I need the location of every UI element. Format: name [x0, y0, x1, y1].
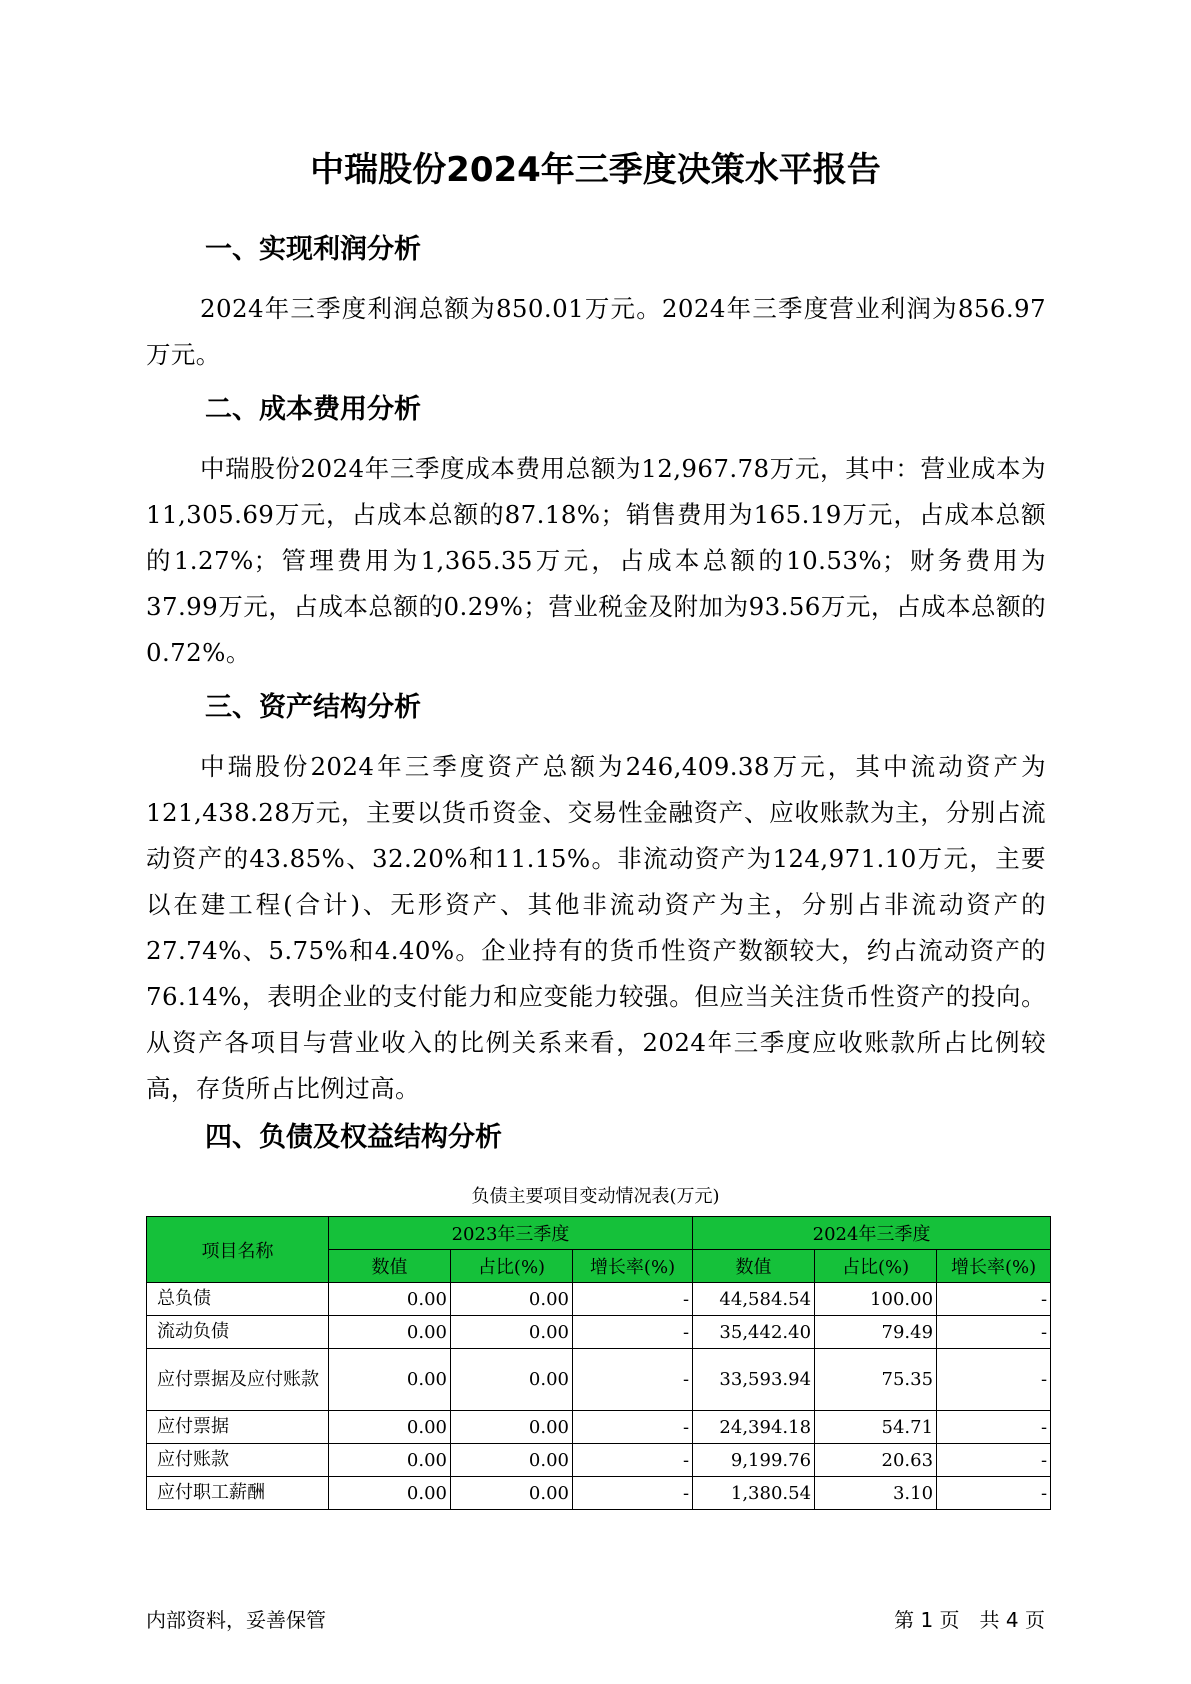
table-row	[147, 1283, 1051, 1316]
row-name: 流动负债	[147, 1316, 329, 1349]
header-ratio-2024: 占比(%)	[815, 1250, 937, 1283]
ratio-2024: 54.71	[815, 1411, 937, 1444]
section-heading-profit: 一、实现利润分析	[205, 234, 421, 265]
growth-2023: -	[573, 1349, 693, 1411]
ratio-2023: 0.00	[451, 1349, 573, 1411]
table-row	[147, 1444, 1051, 1477]
ratio-2023: 0.00	[451, 1411, 573, 1444]
value-2023: 0.00	[329, 1316, 451, 1349]
growth-2023: -	[573, 1477, 693, 1510]
value-2023: 0.00	[329, 1477, 451, 1510]
growth-2023: -	[573, 1283, 693, 1316]
value-2024: 44,584.54	[693, 1283, 815, 1316]
growth-2023: -	[573, 1316, 693, 1349]
header-value-2023: 数值	[329, 1250, 451, 1283]
row-name: 应付职工薪酬	[147, 1477, 329, 1510]
row-name: 应付账款	[147, 1444, 329, 1477]
section-heading-liabilities: 四、负债及权益结构分析	[205, 1122, 502, 1153]
growth-2024: -	[937, 1444, 1051, 1477]
growth-2024: -	[937, 1477, 1051, 1510]
value-2024: 24,394.18	[693, 1411, 815, 1444]
value-2023: 0.00	[329, 1444, 451, 1477]
table-row	[147, 1477, 1051, 1510]
ratio-2024: 3.10	[815, 1477, 937, 1510]
value-2024: 1,380.54	[693, 1477, 815, 1510]
section-text-assets: 中瑞股份2024年三季度资产总额为246,409.38万元，其中流动资产为121,438.28万元，主要以货币资金、交易性金融资产、应收账款为主，分别占流动资产的43.85%、32.20%和11.15%。非流动资产为124,971.10万元，主要以在建工程(合计)、无形资产、其他非流动资产为主，分别占非流动资产的27.74%、5.75%和4.40%。企业持有的货币性资产数额较大，约占流动资产的76.14%，表明企业的支付能力和应变能力较强。但应当关注货币性资产的投向。从资产各项目与营业收入的比例关系来看，2024年三季度应收账款所占比例较高，存货所占比例过高。	[146, 752, 1046, 1103]
row-name: 应付票据	[147, 1411, 329, 1444]
ratio-2024: 79.49	[815, 1316, 937, 1349]
row-name: 总负债	[147, 1283, 329, 1316]
footer-page-number: 第 1 页 共 4 页	[894, 1608, 1045, 1632]
header-item-name: 项目名称	[147, 1217, 329, 1283]
header-growth-2023: 增长率(%)	[573, 1250, 693, 1283]
value-2024: 33,593.94	[693, 1349, 815, 1411]
value-2024: 9,199.76	[693, 1444, 815, 1477]
table-row	[147, 1411, 1051, 1444]
value-2024: 35,442.40	[693, 1316, 815, 1349]
growth-2024: -	[937, 1411, 1051, 1444]
value-2023: 0.00	[329, 1349, 451, 1411]
ratio-2023: 0.00	[451, 1444, 573, 1477]
section-heading-cost: 二、成本费用分析	[205, 394, 421, 425]
ratio-2023: 0.00	[451, 1477, 573, 1510]
header-period-2023: 2023年三季度	[329, 1217, 693, 1250]
growth-2023: -	[573, 1444, 693, 1477]
growth-2024: -	[937, 1349, 1051, 1411]
growth-2024: -	[937, 1283, 1051, 1316]
growth-2024: -	[937, 1316, 1051, 1349]
header-growth-2024: 增长率(%)	[937, 1250, 1051, 1283]
section-text-cost: 中瑞股份2024年三季度成本费用总额为12,967.78万元，其中：营业成本为11,305.69万元，占成本总额的87.18%；销售费用为165.19万元，占成本总额的1.27%；管理费用为1,365.35万元，占成本总额的10.53%；财务费用为37.99万元，占成本总额的0.29%；营业税金及附加为93.56万元，占成本总额的0.72%。	[146, 454, 1046, 667]
value-2023: 0.00	[329, 1283, 451, 1316]
ratio-2024: 20.63	[815, 1444, 937, 1477]
growth-2023: -	[573, 1411, 693, 1444]
value-2023: 0.00	[329, 1411, 451, 1444]
table-caption: 负债主要项目变动情况表(万元)	[471, 1186, 720, 1207]
header-value-2024: 数值	[693, 1250, 815, 1283]
header-period-2024: 2024年三季度	[693, 1217, 1051, 1250]
ratio-2023: 0.00	[451, 1316, 573, 1349]
table-row	[147, 1349, 1051, 1411]
ratio-2024: 75.35	[815, 1349, 937, 1411]
table-row	[147, 1316, 1051, 1349]
footer-confidential-note: 内部资料，妥善保管	[146, 1608, 326, 1632]
ratio-2024: 100.00	[815, 1283, 937, 1316]
report-title: 中瑞股份2024年三季度决策水平报告	[310, 150, 881, 190]
section-heading-assets: 三、资产结构分析	[205, 692, 421, 723]
section-text-profit: 2024年三季度利润总额为850.01万元。2024年三季度营业利润为856.97万元。	[146, 294, 1046, 369]
row-name: 应付票据及应付账款	[147, 1349, 329, 1411]
header-ratio-2023: 占比(%)	[451, 1250, 573, 1283]
ratio-2023: 0.00	[451, 1283, 573, 1316]
liabilities-table	[146, 1216, 1051, 1510]
